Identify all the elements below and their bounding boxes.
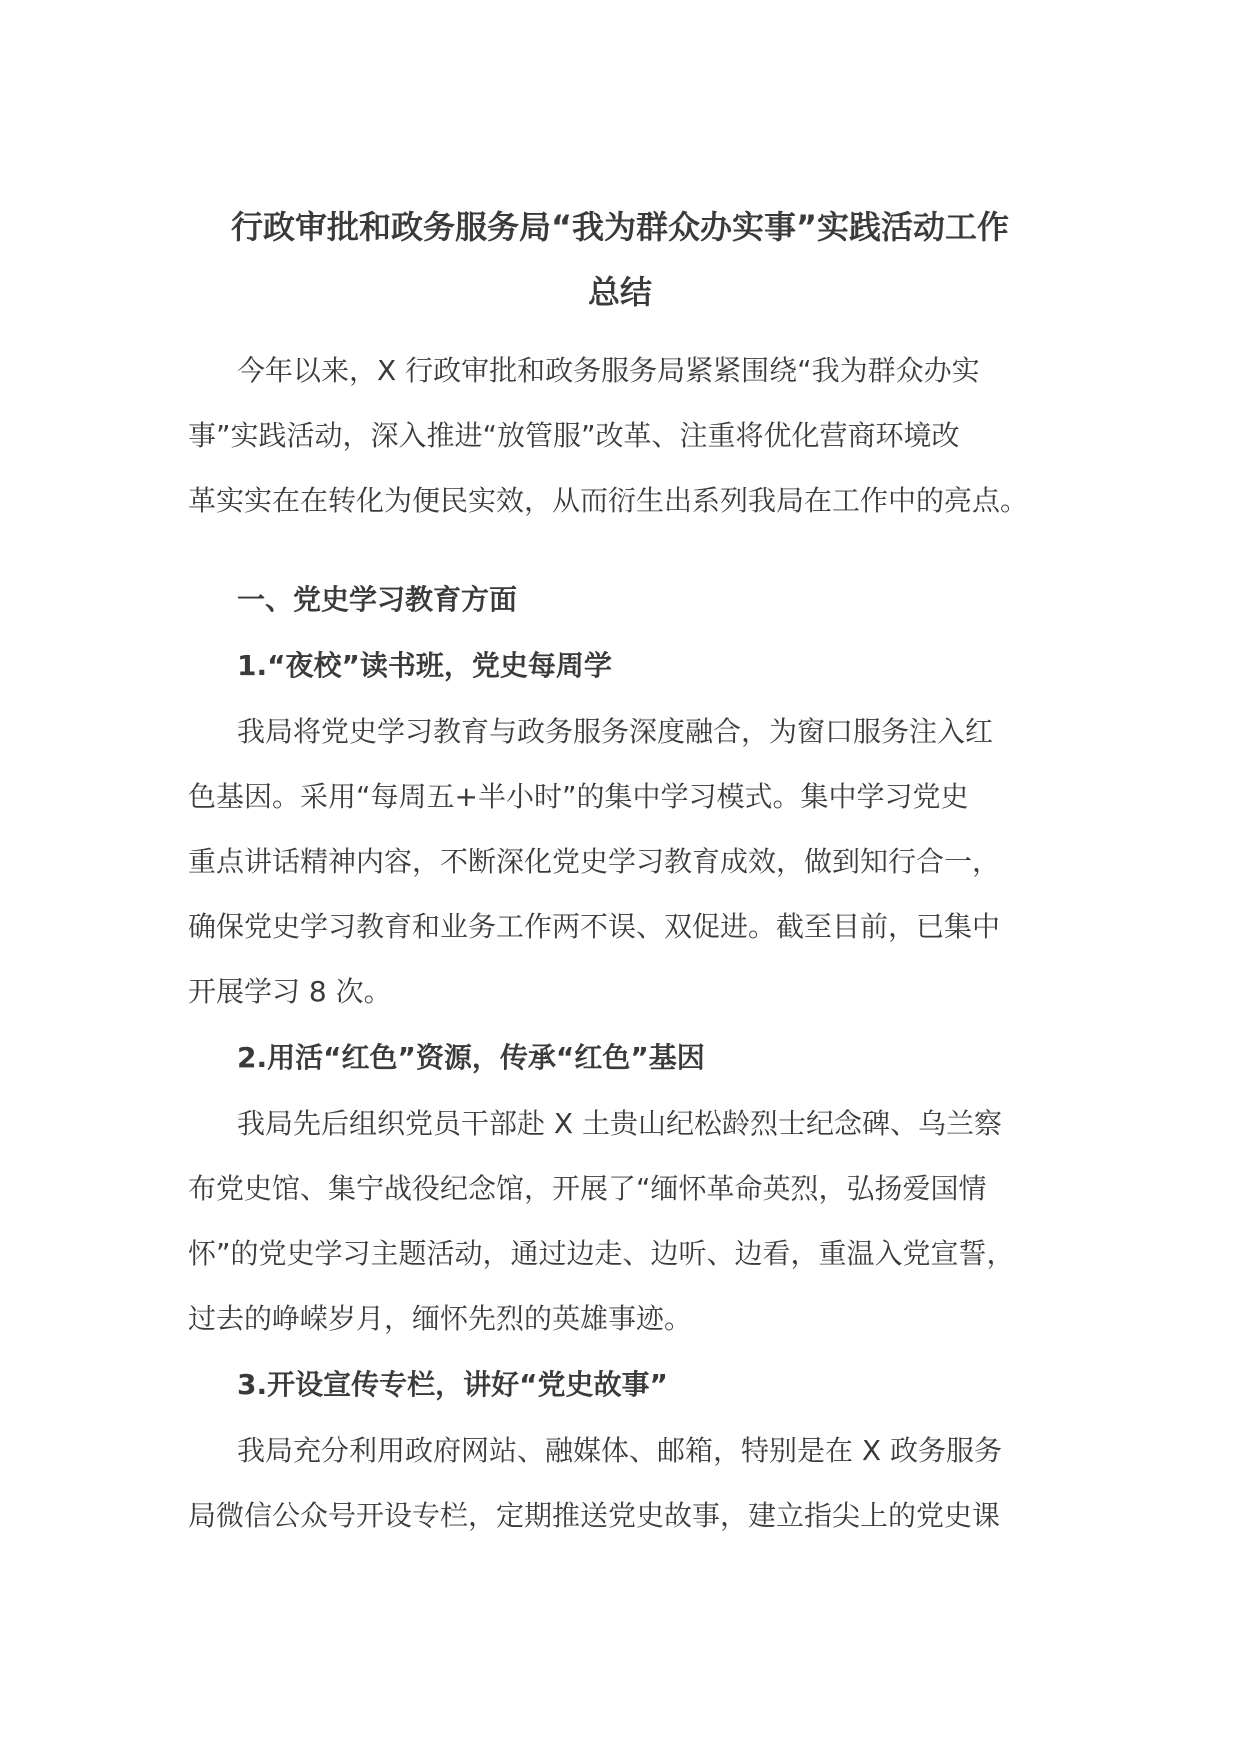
document-title-line2: 总结	[587, 273, 652, 311]
item2-line4: 过去的峥嵘岁月，缅怀先烈的英雄事迹。	[188, 1302, 693, 1335]
item3-heading: 3.开设宣传专栏，讲好“党史故事”	[237, 1368, 668, 1401]
item1-line1: 我局将党史学习教育与政务服务深度融合，为窗口服务注入红	[237, 715, 994, 748]
item2-line1: 我局先后组织党员干部赴 X 土贵山纪松龄烈士纪念碑、乌兰察	[237, 1107, 1002, 1140]
item3-line2: 局微信公众号开设专栏，定期推送党史故事，建立指尖上的党史课	[188, 1499, 1001, 1532]
intro-line2: 事”实践活动，深入推进“放管服”改革、注重将优化营商环境改	[188, 419, 960, 452]
intro-line1: 今年以来，X 行政审批和政务服务局紧紧围绕“我为群众办实	[237, 354, 980, 387]
section1-heading: 一、党史学习教育方面	[237, 583, 518, 616]
intro-line3: 革实实在在转化为便民实效，从而衍生出系列我局在工作中的亮点。	[188, 484, 1029, 517]
item2-line3: 怀”的党史学习主题活动，通过边走、边听、边看，重温入党宣誓，	[188, 1237, 1015, 1270]
item1-line5: 开展学习 8 次。	[188, 975, 392, 1008]
document-title-line1: 行政审批和政务服务局“我为群众办实事”实践活动工作	[230, 208, 1010, 246]
item3-line1: 我局充分利用政府网站、融媒体、邮箱，特别是在 X 政务服务	[237, 1434, 1002, 1467]
item1-line3: 重点讲话精神内容，不断深化党史学习教育成效，做到知行合一，	[188, 845, 1001, 878]
item1-line2: 色基因。采用“每周五+半小时”的集中学习模式。集中学习党史	[188, 780, 969, 813]
item2-line2: 布党史馆、集宁战役纪念馆，开展了“缅怀革命英烈，弘扬爱国情	[188, 1172, 987, 1205]
item2-heading: 2.用活“红色”资源，传承“红色”基因	[237, 1041, 705, 1074]
item1-line4: 确保党史学习教育和业务工作两不误、双促进。截至目前，已集中	[188, 910, 1001, 943]
item1-heading: 1.“夜校”读书班，党史每周学	[237, 649, 612, 682]
